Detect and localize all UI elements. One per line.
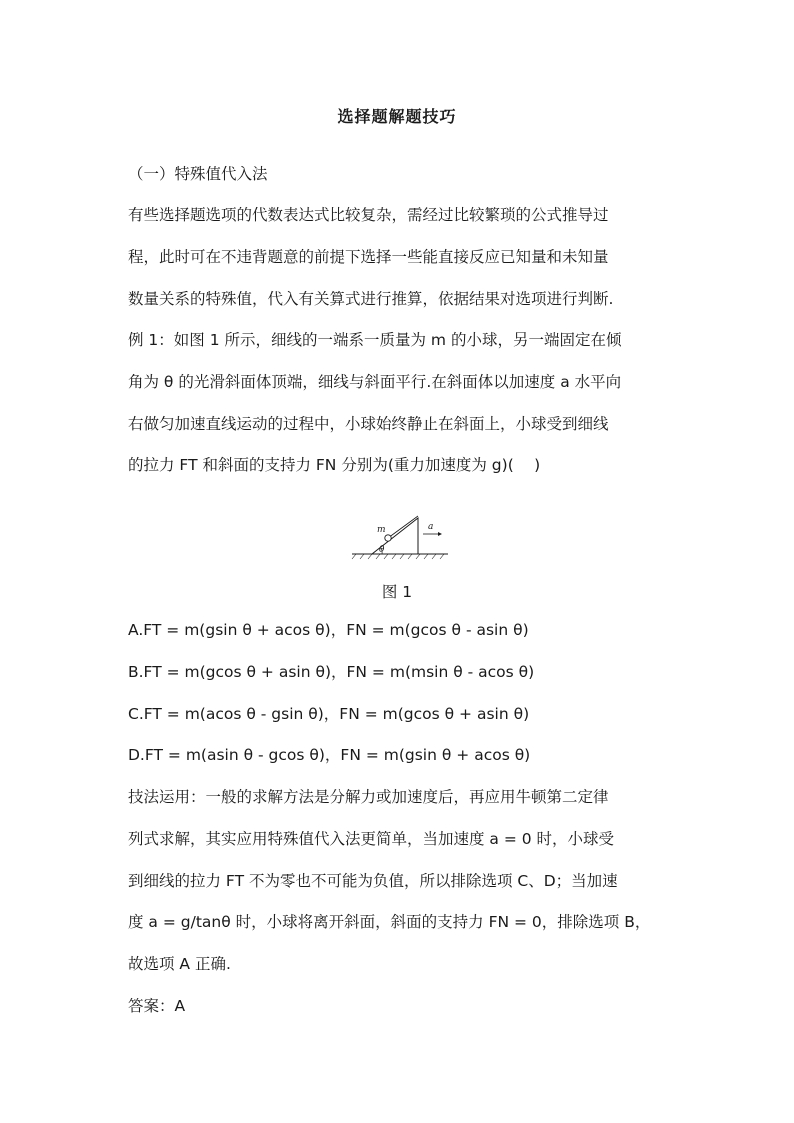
section-heading: （一）特殊值代入法 [128,165,268,183]
option-c: C.FT = m(acos θ - gsin θ)，FN = m(gcos θ + asin θ) [128,705,530,723]
incline-diagram [350,510,450,560]
solution-line: 列式求解，其实应用特殊值代入法更简单，当加速度 a = 0 时，小球受 [128,830,615,848]
ball [385,535,391,541]
intro-line: 有些选择题选项的代数表达式比较复杂，需经过比较繁琐的公式推导过 [128,206,609,224]
option-b: B.FT = m(gcos θ + asin θ)，FN = m(msin θ - acos θ) [128,663,535,681]
page-title: 选择题解题技巧 [337,107,457,126]
option-a: A.FT = m(gsin θ + acos θ)，FN = m(gcos θ - asin θ) [128,621,529,639]
example-line: 右做匀加速直线运动的过程中，小球始终静止在斜面上，小球受到细线 [128,415,609,433]
intro-line: 程，此时可在不违背题意的前提下选择一些能直接反应已知量和未知量 [128,248,609,266]
accel-arrowhead [438,532,442,536]
figure-caption: 图 1 [381,583,413,601]
ground-hatching [352,554,444,559]
solution-line: 度 a = g/tanθ 时，小球将离开斜面，斜面的支持力 FN = 0，排除选项 B， [128,913,651,931]
accel-label: a [428,522,434,532]
answer-line: 答案：A [128,997,186,1015]
intro-line: 数量关系的特殊值，代入有关算式进行推算，依据结果对选项进行判断. [128,290,614,308]
example-line: 角为 θ 的光滑斜面体顶端，细线与斜面平行.在斜面体以加速度 a 水平向 [128,373,622,391]
example-line: 例 1：如图 1 所示，细线的一端系一质量为 m 的小球，另一端固定在倾 [128,331,622,349]
angle-label: θ [379,545,385,555]
solution-line: 到细线的拉力 FT 不为零也不可能为负值，所以排除选项 C、D；当加速 [128,872,618,890]
string-line [388,516,418,538]
mass-label: m [377,525,386,535]
option-d: D.FT = m(asin θ - gcos θ)，FN = m(gsin θ + acos θ) [128,746,531,764]
solution-line: 故选项 A 正确. [128,955,231,973]
example-line: 的拉力 FT 和斜面的支持力 FN 分别为(重力加速度为 g)( ) [128,456,541,474]
solution-line: 技法运用：一般的求解方法是分解力或加速度后，再应用牛顿第二定律 [128,788,609,806]
incline-figure [350,510,450,560]
